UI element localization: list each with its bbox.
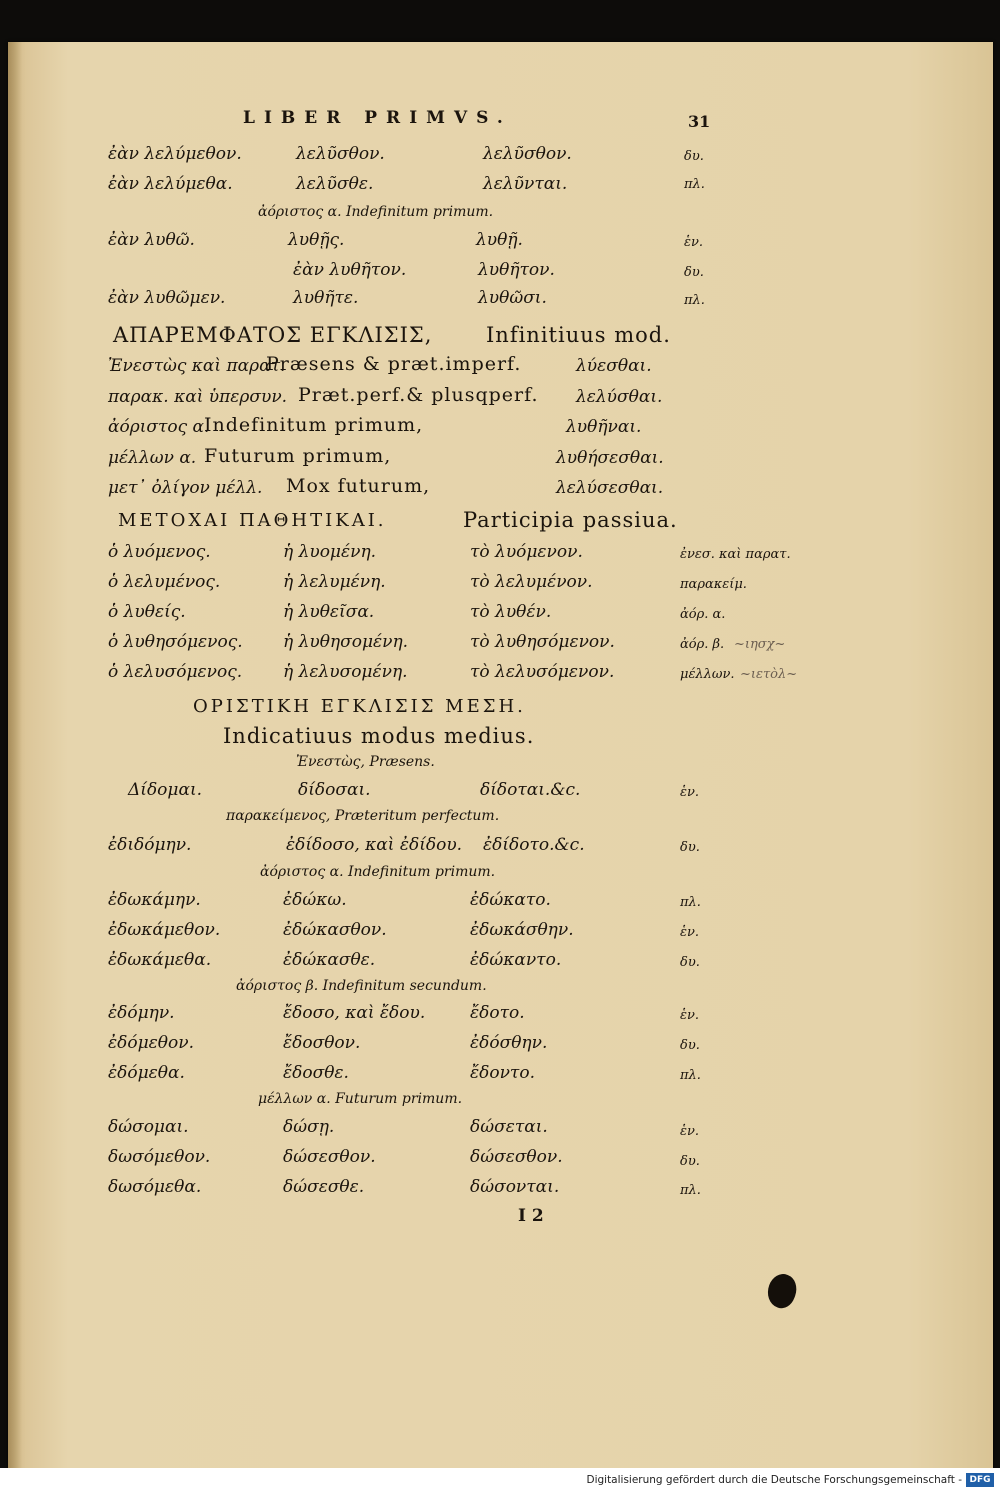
paradigm-cell: ἐδωκάμην.: [108, 890, 201, 910]
paradigm-cell: δώσεται.: [470, 1117, 548, 1137]
section-heading-greek: ΜΕΤΟΧΑΙ ΠΑΘΗΤΙΚΑΙ.: [118, 510, 387, 531]
paradigm-cell: ἐὰν λυθῆτον.: [293, 260, 407, 280]
tense-marker: ἀόρ. α.: [680, 607, 726, 622]
infinitive-form: λύεσθαι.: [576, 356, 652, 376]
tense-marker: παρακείμ.: [680, 577, 747, 592]
paradigm-cell: ἐδόμεθα.: [108, 1063, 185, 1083]
running-head: LIBER PRIMVS.: [243, 108, 512, 128]
tense-label-greek: μέλλων α.: [108, 448, 197, 468]
paradigm-cell: δώσομαι.: [108, 1117, 189, 1137]
paradigm-cell: ἐδόμην.: [108, 1003, 175, 1023]
participle-masc: ὁ λυθείς.: [108, 602, 186, 622]
number-marker: δυ.: [680, 1154, 700, 1169]
paradigm-cell: ἐδώκασθε.: [283, 950, 376, 970]
tense-label-greek: μετ᾽ ὀλίγον μέλλ.: [108, 478, 263, 498]
tense-label-latin: Præt.perf.& plusqperf.: [298, 384, 539, 406]
paradigm-cell: ἐδώκω.: [283, 890, 347, 910]
paradigm-cell: ἐδόμεθον.: [108, 1033, 194, 1053]
paradigm-cell: ἐδώκατο.: [470, 890, 551, 910]
number-marker: δυ.: [684, 265, 704, 280]
participle-masc: ὁ λελυμένος.: [108, 572, 221, 592]
section-heading-latin: Participia passiua.: [463, 508, 678, 532]
paradigm-cell: λυθῇ.: [476, 230, 523, 250]
participle-neut: τὸ λελυμένον.: [470, 572, 593, 592]
participle-masc: ὁ λυόμενος.: [108, 542, 211, 562]
tense-label-latin: Mox futurum,: [286, 475, 431, 497]
number-marker: δυ.: [680, 1038, 700, 1053]
paradigm-cell: λυθῆτον.: [478, 260, 555, 280]
number-marker: ἑν.: [684, 235, 704, 250]
paradigm-cell: δώσῃ.: [283, 1117, 335, 1137]
gutter-shadow: [8, 42, 22, 1468]
participle-masc: ὁ λυθησόμενος.: [108, 632, 243, 652]
funding-notice: Digitalisierung gefördert durch die Deutsche Forschungsgemeinschaft -: [586, 1474, 962, 1486]
tense-marker: ἐνεσ. καὶ παρατ.: [680, 547, 791, 562]
paradigm-cell: ἐδωκάσθην.: [470, 920, 574, 940]
handwritten-note: ~ιησχ~: [734, 637, 786, 652]
paradigm-cell: ἐὰν λυθῶ.: [108, 230, 195, 250]
number-marker: πλ.: [680, 1183, 701, 1198]
participle-fem: ἡ λυομένη.: [283, 542, 377, 562]
paradigm-cell: ἐδιδόμην.: [108, 835, 192, 855]
number-marker: ἑν.: [680, 785, 700, 800]
ink-blot: [763, 1270, 801, 1312]
number-marker: πλ.: [684, 177, 705, 192]
paradigm-cell: λυθῇς.: [288, 230, 345, 250]
number-marker: ἑν.: [680, 925, 700, 940]
section-heading-greek: ΟΡΙΣΤΙΚΗ ΕΓΚΛΙΣΙΣ ΜΕΣΗ.: [193, 696, 526, 717]
paradigm-cell: λελῦσθον.: [296, 144, 385, 164]
participle-neut: τὸ λυθησόμενον.: [470, 632, 615, 652]
number-marker: πλ.: [680, 1068, 701, 1083]
paradigm-cell: λυθῶσι.: [478, 288, 547, 308]
paradigm-cell: ἔδοσθε.: [283, 1063, 349, 1083]
infinitive-form: λελύσθαι.: [576, 387, 663, 407]
number-marker: δυ.: [684, 149, 704, 164]
participle-fem: ἡ λυθεῖσα.: [283, 602, 375, 622]
paradigm-cell: λελῦσθε.: [296, 174, 374, 194]
tense-label-latin: Futurum primum,: [204, 445, 392, 467]
infinitive-form: λυθήσεσθαι.: [556, 448, 664, 468]
paradigm-cell: δώσεσθον.: [470, 1147, 563, 1167]
number-marker: πλ.: [680, 895, 701, 910]
tense-subheading: ἀόριστος α. Indefinitum primum.: [258, 204, 494, 220]
tense-label-greek: παρακ. καὶ ὑπερσυν.: [108, 387, 288, 407]
tense-label-latin: Præsens & præt.imperf.: [266, 353, 522, 375]
paradigm-cell: δώσεσθε.: [283, 1177, 365, 1197]
participle-fem: ἡ λυθησομένη.: [283, 632, 409, 652]
tense-label-greek: ἀόριστος α.: [108, 417, 210, 437]
tense-label-greek: Ἐνεστὼς καὶ παρατ.: [108, 356, 286, 376]
paradigm-cell: ἐδίδοτο.&c.: [483, 835, 585, 855]
participle-neut: τὸ λελυσόμενον.: [470, 662, 615, 682]
tense-marker: μέλλων.: [680, 667, 735, 682]
signature-mark: I 2: [518, 1206, 544, 1226]
paradigm-cell: ἐδόσθην.: [470, 1033, 548, 1053]
digitization-footer: [0, 1468, 1000, 1493]
number-marker: πλ.: [684, 293, 705, 308]
paradigm-cell: δωσόμεθα.: [108, 1177, 202, 1197]
tense-subheading: παρακείμενος, Præteritum perfectum.: [226, 808, 500, 824]
paradigm-cell: ἐδίδοσο, καὶ ἐδίδου.: [286, 835, 463, 855]
tense-subheading: Ἐνεστὼς, Præsens.: [296, 754, 435, 770]
paradigm-cell: λελῦσθον.: [483, 144, 572, 164]
paradigm-cell: ἐὰν λυθῶμεν.: [108, 288, 226, 308]
number-marker: ἑν.: [680, 1124, 700, 1139]
section-heading-latin: Indicatiuus modus medius.: [223, 724, 535, 748]
handwritten-note: ~ιετὸλ~: [740, 667, 798, 682]
section-heading-greek: ΑΠΑΡΕΜΦΑΤΟΣ ΕΓΚΛΙΣΙΣ,: [113, 323, 433, 347]
paradigm-cell: δώσονται.: [470, 1177, 560, 1197]
tense-label-latin: Indefinitum primum,: [204, 414, 424, 436]
participle-fem: ἡ λελυμένη.: [283, 572, 386, 592]
paradigm-cell: ἔδοντο.: [470, 1063, 535, 1083]
paradigm-cell: ἔδοσο, καὶ ἔδου.: [283, 1003, 426, 1023]
participle-fem: ἡ λελυσομένη.: [283, 662, 408, 682]
participle-masc: ὁ λελυσόμενος.: [108, 662, 243, 682]
paradigm-cell: ἐδώκαντο.: [470, 950, 562, 970]
number-marker: δυ.: [680, 840, 700, 855]
infinitive-form: λελύσεσθαι.: [556, 478, 664, 498]
number-marker: ἑν.: [680, 1008, 700, 1023]
paradigm-cell: Δίδομαι.: [128, 780, 203, 800]
dfg-logo-icon: DFG: [966, 1473, 994, 1487]
book-page: [8, 42, 993, 1468]
paradigm-cell: ἐὰν λελύμεθον.: [108, 144, 242, 164]
paradigm-cell: δίδοται.&c.: [480, 780, 581, 800]
paradigm-cell: λυθῆτε.: [293, 288, 359, 308]
tense-marker: ἀόρ. β.: [680, 637, 725, 652]
folio-number: 31: [688, 112, 711, 131]
infinitive-form: λυθῆναι.: [566, 417, 642, 437]
paradigm-cell: ἔδοτο.: [470, 1003, 525, 1023]
paradigm-cell: ἐδώκασθον.: [283, 920, 387, 940]
paradigm-cell: δωσόμεθον.: [108, 1147, 211, 1167]
tense-subheading: ἀόριστος β. Indefinitum secundum.: [236, 978, 487, 994]
tense-subheading: μέλλων α. Futurum primum.: [258, 1091, 463, 1107]
participle-neut: τὸ λυόμενον.: [470, 542, 583, 562]
paradigm-cell: δώσεσθον.: [283, 1147, 376, 1167]
participle-neut: τὸ λυθέν.: [470, 602, 552, 622]
paradigm-cell: ἔδοσθον.: [283, 1033, 361, 1053]
paradigm-cell: λελῦνται.: [483, 174, 568, 194]
section-heading-latin: Infinitiuus mod.: [486, 323, 671, 347]
paradigm-cell: ἐὰν λελύμεθα.: [108, 174, 233, 194]
paradigm-cell: ἐδωκάμεθον.: [108, 920, 221, 940]
tense-subheading: ἀόριστος α. Indefinitum primum.: [260, 864, 496, 880]
paradigm-cell: δίδοσαι.: [298, 780, 371, 800]
number-marker: δυ.: [680, 955, 700, 970]
paradigm-cell: ἐδωκάμεθα.: [108, 950, 212, 970]
